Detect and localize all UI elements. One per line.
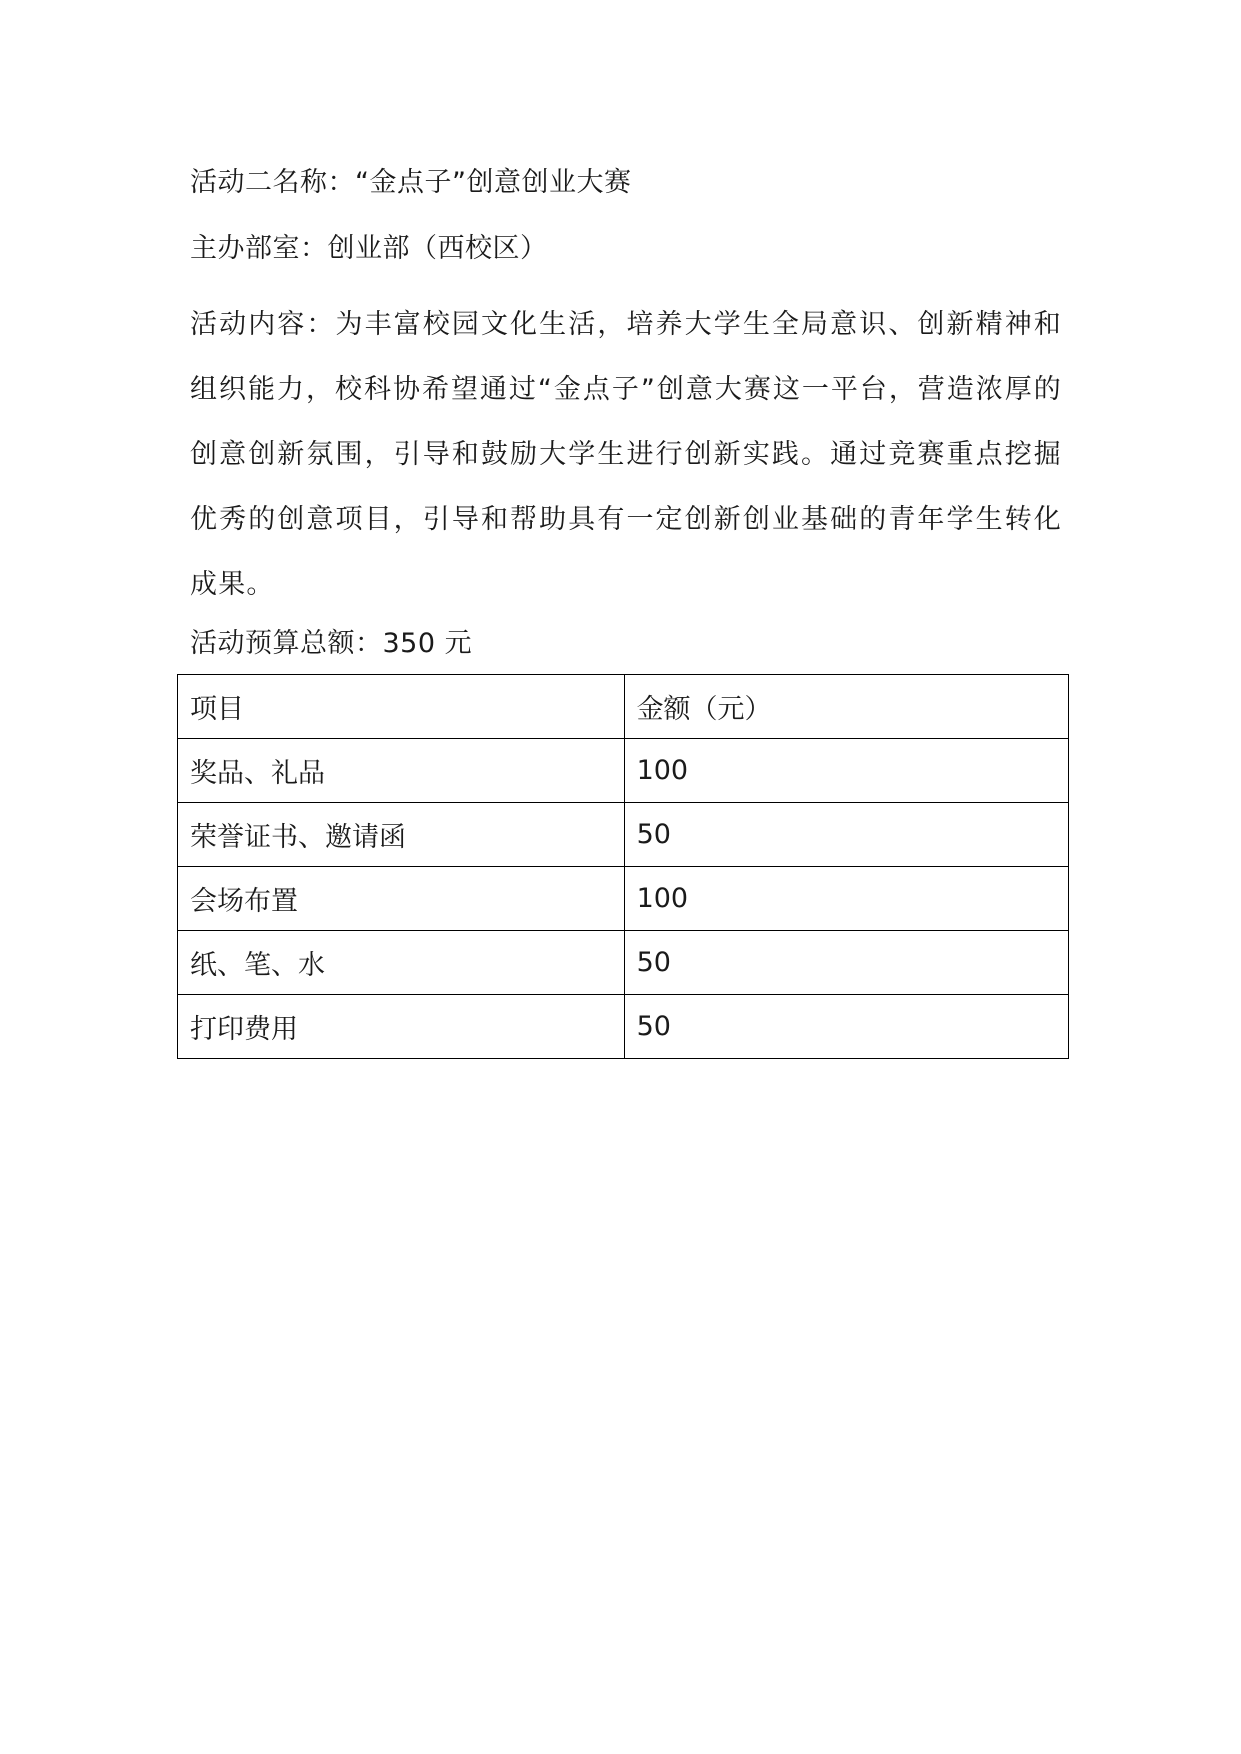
table-row	[178, 995, 1069, 1059]
row-item: 纸、笔、水	[178, 931, 625, 995]
activity-content: 活动内容：为丰富校园文化生活，培养大学生全局意识、创新精神和组织能力，校科协希望通过“金点子”创意大赛这一平台，营造浓厚的创意创新氛围，引导和鼓励大学生进行创新实践。通过竞赛重点挖掘优秀的创意项目，引导和帮助具有一定创新创业基础的青年学生转化成果。	[190, 309, 1062, 600]
row-amount: 50	[624, 803, 1068, 867]
table-header-row	[178, 675, 1069, 739]
row-item: 荣誉证书、邀请函	[178, 803, 625, 867]
table-row	[178, 739, 1069, 803]
activity-name: 活动二名称：“金点子”创意创业大赛	[190, 167, 632, 198]
row-amount: 100	[624, 867, 1068, 931]
row-item: 奖品、礼品	[178, 739, 625, 803]
organizer: 主办部室：创业部（西校区）	[190, 233, 548, 264]
row-amount: 50	[624, 931, 1068, 995]
row-amount: 50	[624, 995, 1068, 1059]
budget-total: 活动预算总额：350 元	[190, 628, 473, 659]
table-row	[178, 867, 1069, 931]
row-amount: 100	[624, 739, 1068, 803]
row-item: 打印费用	[178, 995, 625, 1059]
table-row	[178, 931, 1069, 995]
table-row	[178, 803, 1069, 867]
row-item: 会场布置	[178, 867, 625, 931]
header-item: 项目	[178, 675, 625, 739]
budget-table	[177, 674, 1069, 1059]
header-amount: 金额（元）	[624, 675, 1068, 739]
